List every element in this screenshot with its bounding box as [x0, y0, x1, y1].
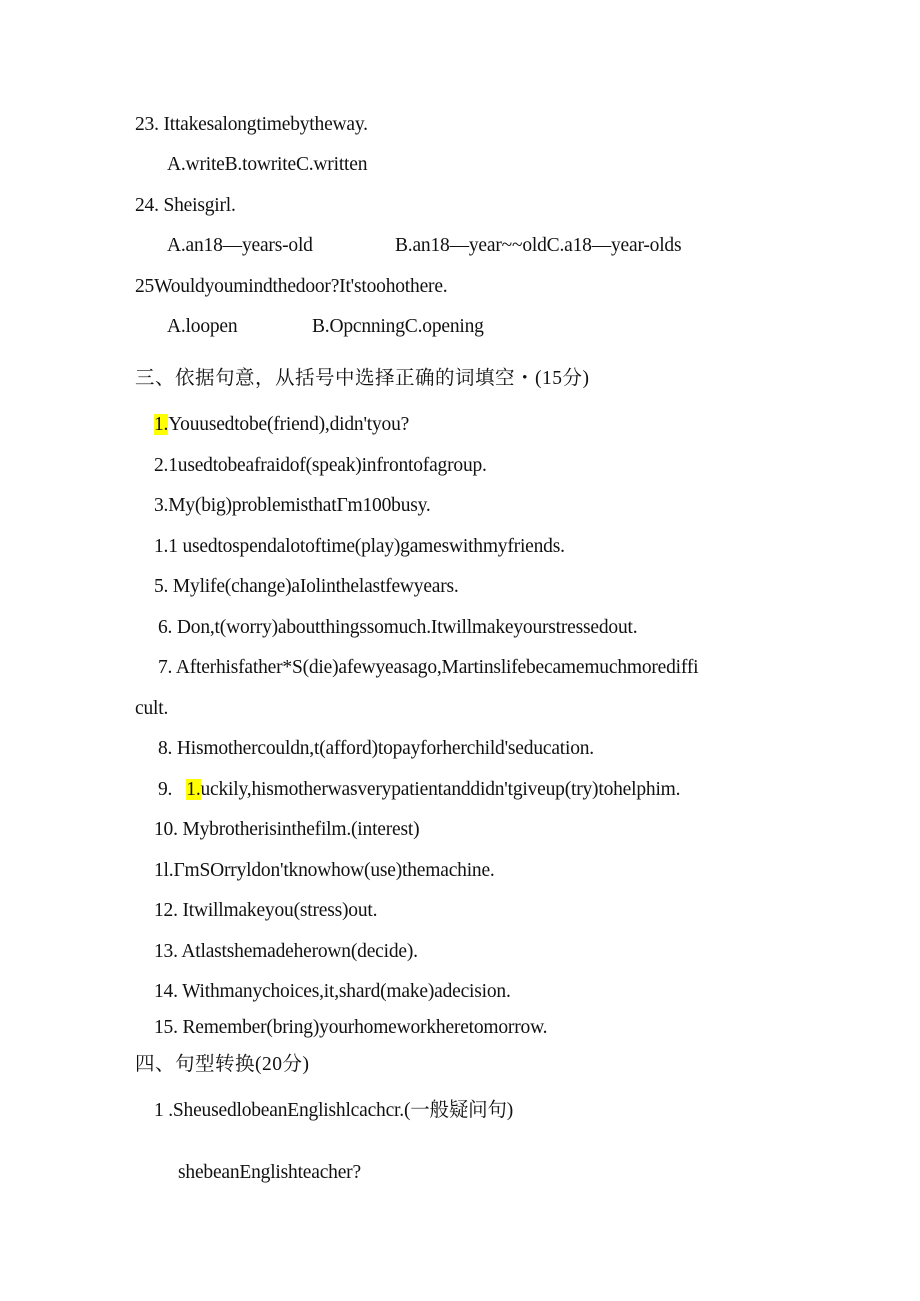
question-24-option-bc: B.an18—year~~oldC.a18—year-olds — [395, 235, 682, 256]
section-3-heading: 三、依据句意，从括号中选择正确的词填空・(15分) — [135, 368, 590, 389]
fill-item-13: 13. Atlastshemadeherown(decide). — [154, 941, 418, 962]
fill-item-1 — [154, 412, 409, 438]
fill-item-text: Youusedtobe(friend),didn'tyou? — [168, 414, 410, 435]
fill-item-2: 2.1usedtobeafraidof(speak)infrontofagroup. — [154, 455, 487, 476]
question-25-option-bc: B.OpcnningC.opening — [312, 316, 484, 337]
question-24-option-a: A.an18—years-old — [167, 235, 313, 256]
fill-item-15: 15. Remember(bring)yourhomeworkheretomorrow. — [154, 1017, 548, 1038]
question-23-options: A.writeB.towriteC.written — [167, 154, 368, 175]
fill-item-text: uckily,hismotherwasverypatientanddidn'tgiveup(try)tohelphim. — [200, 779, 681, 800]
question-23: 23. Ittakesalongtimebytheway. — [135, 114, 368, 135]
question-25: 25Wouldyoumindthedoor?It'stoohothere. — [135, 276, 448, 297]
question-25-option-a: A.loopen — [167, 316, 238, 337]
fill-item-7-line-1: 7. Afterhisfather*S(die)afewyeasago,Martinslifebecamemuchmorediffi — [158, 657, 699, 678]
highlight-mark: 1. — [154, 414, 169, 435]
section-4-heading: 四、句型转换(20分) — [135, 1054, 310, 1075]
transform-question-1: 1 .SheusedlobeanEnglishlcachcr.(一般疑问句) — [154, 1100, 514, 1121]
question-24: 24. Sheisgirl. — [135, 195, 236, 216]
transform-answer-1: shebeanEnglishteacher? — [178, 1162, 361, 1183]
fill-item-3: 3.My(big)problemisthatΓm100busy. — [154, 495, 431, 516]
fill-item-14: 14. Withmanychoices,it,shard(make)adecision. — [154, 981, 511, 1002]
highlight-mark: 1. — [186, 779, 201, 800]
fill-item-11: 1l.ΓmSOrryldon'tknowhow(use)themachine. — [154, 860, 495, 881]
fill-item-9 — [158, 777, 680, 803]
fill-item-5: 5. Mylife(change)aIolinthelastfewyears. — [154, 576, 459, 597]
fill-item-4: 1.1 usedtospendalotoftime(play)gameswithmyfriends. — [154, 536, 565, 557]
fill-item-number: 9. — [158, 779, 187, 800]
fill-item-6: 6. Don,t(worry)aboutthingssomuch.Itwillmakeyourstressedout. — [158, 617, 638, 638]
fill-item-10: 10. Mybrotherisinthefilm.(interest) — [154, 819, 420, 840]
fill-item-7-line-2: cult. — [135, 698, 169, 719]
fill-item-12: 12. Itwillmakeyou(stress)out. — [154, 900, 378, 921]
fill-item-8: 8. Hismothercouldn,t(afford)topayforherchild'seducation. — [158, 738, 594, 759]
